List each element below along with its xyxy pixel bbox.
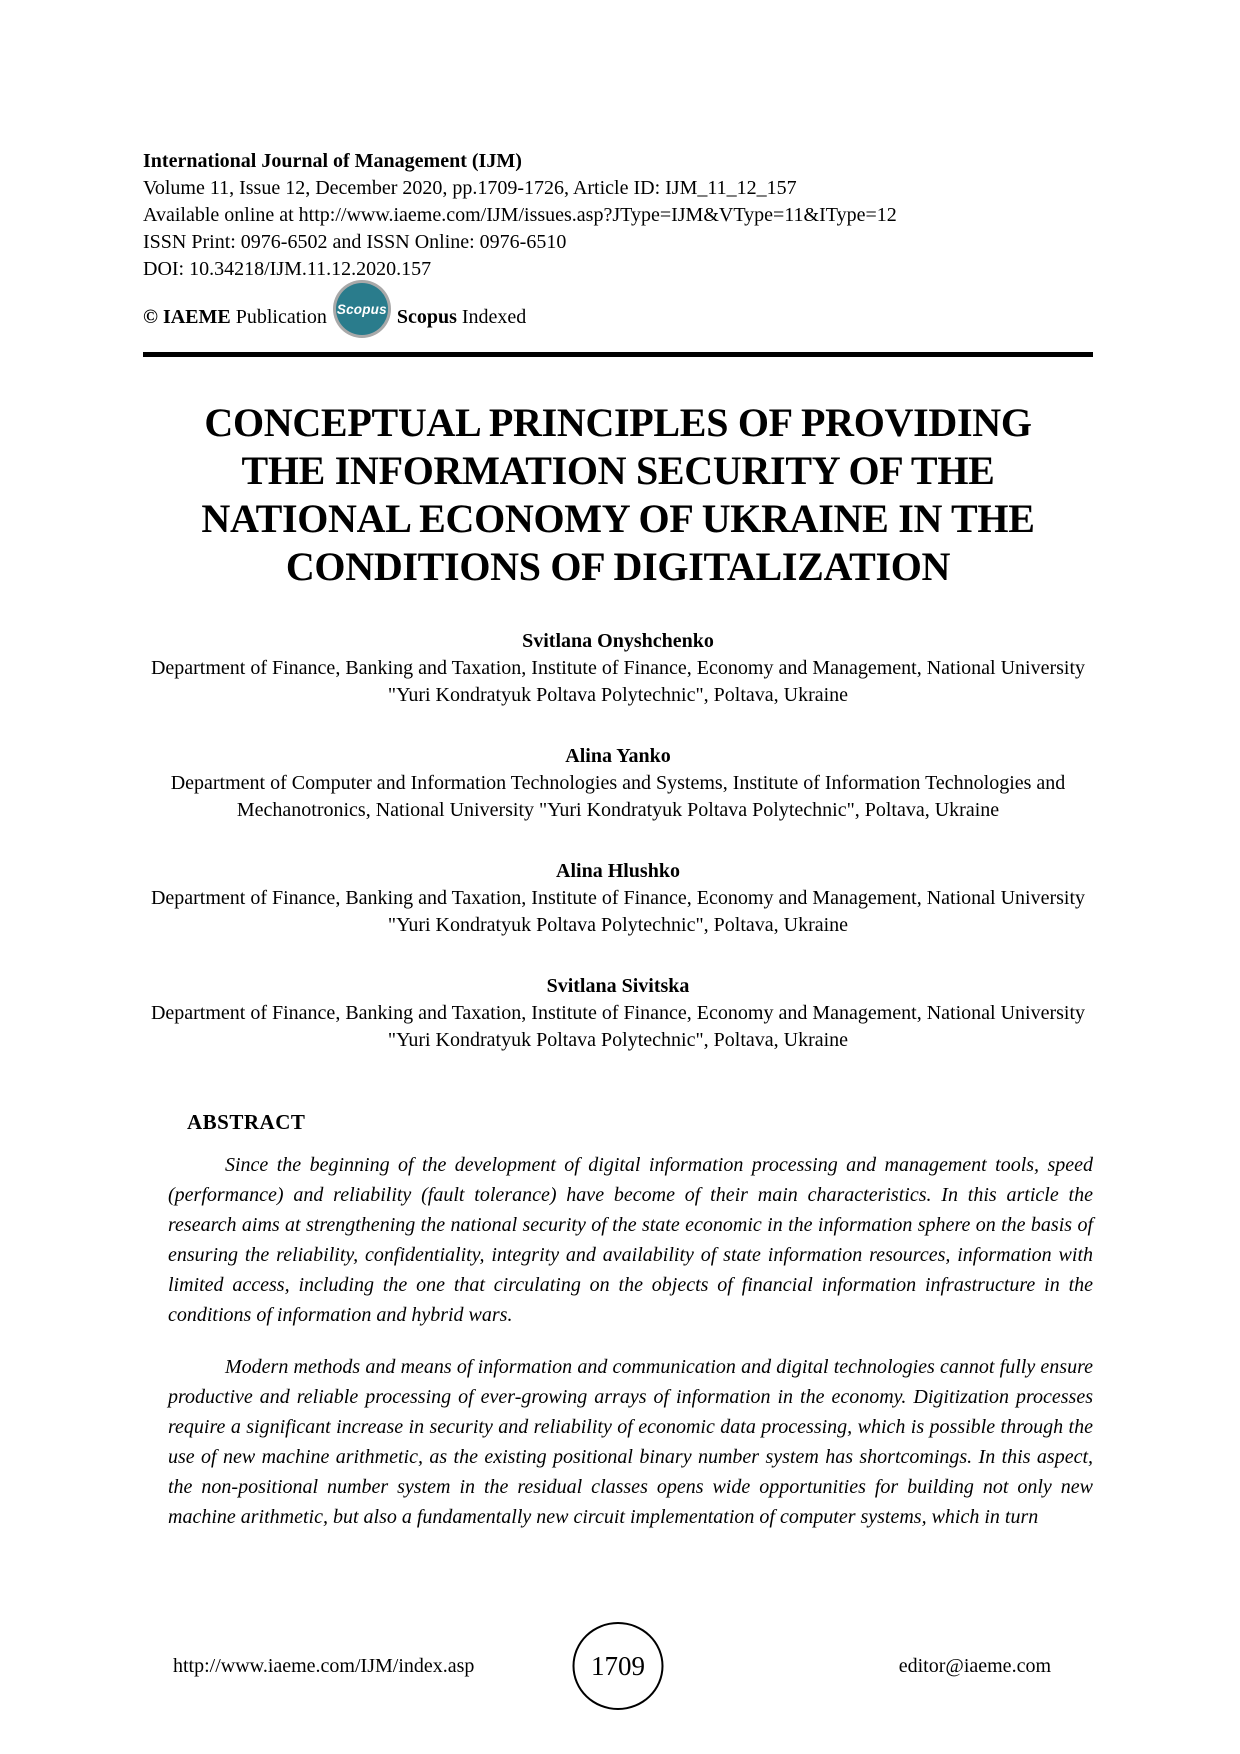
copyright-row	[143, 283, 1093, 335]
volume-issue-line: Volume 11, Issue 12, December 2020, pp.1709-1726, Article ID: IJM_11_12_157	[143, 177, 797, 199]
author-affiliation: Department of Finance, Banking and Taxation, Institute of Finance, Economy and Management, National University "Yuri Kondratyuk Poltava Polytechnic", Poltava, Ukraine	[150, 887, 1086, 936]
publisher-name: © IAEME	[143, 306, 231, 328]
author-name: Alina Yanko	[565, 745, 671, 767]
header-divider	[143, 352, 1093, 357]
author-block	[143, 628, 1093, 709]
author-name: Alina Hlushko	[556, 860, 680, 882]
author-affiliation: Department of Finance, Banking and Taxation, Institute of Finance, Economy and Management, National University "Yuri Kondratyuk Poltava Polytechnic", Poltava, Ukraine	[150, 657, 1086, 706]
author-name: Svitlana Onyshchenko	[522, 630, 714, 652]
page-footer	[143, 1620, 1093, 1712]
doi-line: DOI: 10.34218/IJM.11.12.2020.157	[143, 258, 432, 280]
page-number: 1709	[591, 1650, 645, 1681]
journal-header	[143, 148, 1093, 335]
footer-journal-url[interactable]: http://www.iaeme.com/IJM/index.asp	[173, 1655, 475, 1677]
indexed-text	[397, 304, 526, 335]
abstract-heading: ABSTRACT	[187, 1110, 306, 1134]
journal-title: International Journal of Management (IJM)	[143, 150, 522, 172]
author-affiliation: Department of Computer and Information Technologies and Systems, Institute of Information Technologies and Mechanotronics, National University "Yuri Kondratyuk Poltava Polytechnic", Poltava, Ukraine	[170, 772, 1066, 821]
article-title-line: THE INFORMATION SECURITY OF THE	[241, 448, 995, 493]
abstract-paragraph: Since the beginning of the development of digital information processing and management tools, speed (performance) and reliability (fault tolerance) have become of their main characteristics. In this article the research aims at strengthening the national security of the state economic in the information sphere on the basis of ensuring the reliability, confidentiality, integrity and availability of state information resources, information with limited access, including the one that circulating on the objects of financial information infrastructure in the conditions of information and hybrid wars.	[168, 1154, 1093, 1326]
copyright-text	[143, 304, 327, 335]
issn-line: ISSN Print: 0976-6502 and ISSN Online: 0976-6510	[143, 231, 567, 253]
article-title-line: CONCEPTUAL PRINCIPLES OF PROVIDING	[204, 400, 1032, 445]
article-title-line: CONDITIONS OF DIGITALIZATION	[285, 544, 951, 589]
availability-line: Available online at http://www.iaeme.com/IJM/issues.asp?JType=IJM&VType=11&IType=12	[143, 204, 897, 226]
indexed-bold: Scopus	[396, 306, 457, 328]
publisher-suffix: Publication	[230, 306, 327, 328]
author-block	[143, 973, 1093, 1054]
authors-section	[143, 628, 1093, 1088]
abstract-section	[168, 1110, 1093, 1554]
author-name: Svitlana Sivitska	[546, 975, 690, 997]
abstract-paragraph: Modern methods and means of information and communication and digital technologies cannot fully ensure productive and reliable processing of ever-growing arrays of information in the economy. Digitization processes require a significant increase in security and reliability of economic data processing, which is possible through the use of new machine arithmetic, as the existing positional binary number system has shortcomings. In this aspect, the non-positional number system in the residual classes opens wide opportunities for building not only new machine arithmetic, but also a fundamentally new circuit implementation of computer systems, which in turn	[168, 1356, 1093, 1528]
article-title	[143, 399, 1093, 591]
scopus-logo-icon	[336, 283, 388, 335]
author-block	[143, 858, 1093, 939]
page-number-badge	[573, 1622, 664, 1710]
article-title-line: NATIONAL ECONOMY OF UKRAINE IN THE	[201, 496, 1035, 541]
footer-editor-email[interactable]: editor@iaeme.com	[898, 1655, 1051, 1677]
author-block	[143, 743, 1093, 824]
author-affiliation: Department of Finance, Banking and Taxation, Institute of Finance, Economy and Management, National University "Yuri Kondratyuk Poltava Polytechnic", Poltava, Ukraine	[150, 1002, 1086, 1051]
indexed-suffix: Indexed	[456, 306, 527, 328]
scopus-logo-text: Scopus	[336, 301, 387, 317]
